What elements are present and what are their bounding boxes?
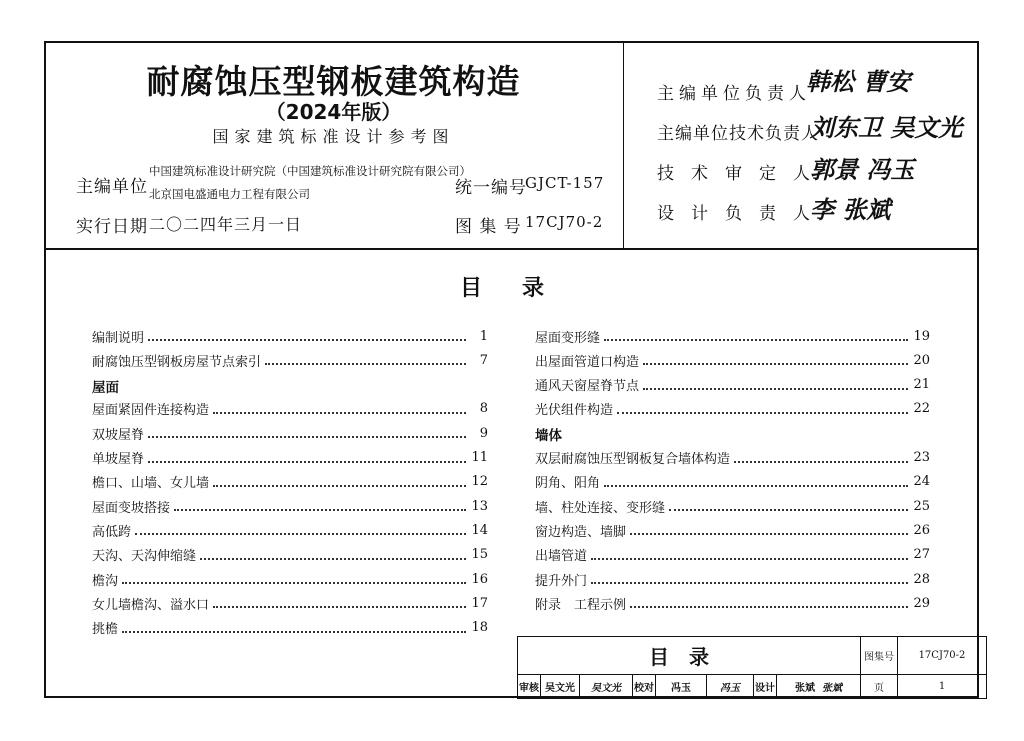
toc-leader-dots — [148, 453, 466, 463]
toc-entry-title: 屋面紧固件连接构造 — [92, 403, 210, 419]
toc-entry-title: 光伏组件构造 — [535, 403, 614, 419]
toc-entry[interactable] — [92, 569, 488, 589]
toc-entry-title: 编制说明 — [92, 330, 145, 346]
toc-entry-title: 天沟、天沟伸缩缝 — [92, 549, 197, 565]
toc-leader-dots — [617, 404, 908, 414]
toc-entry[interactable] — [535, 399, 930, 419]
toc-section-heading: 屋面 — [92, 379, 119, 396]
toc-leader-dots — [643, 355, 908, 365]
review-name: 吴文光 — [541, 675, 580, 699]
toc-entry[interactable] — [535, 520, 930, 540]
unified-no: GJCT-157 — [525, 174, 605, 192]
toc-leader-dots — [604, 477, 908, 487]
chief-unit-2: 北京国电盛通电力工程有限公司 — [149, 187, 310, 201]
toc-entry-title: 屋面变坡搭接 — [92, 500, 171, 516]
signature-1: 韩松 曹安 — [806, 67, 911, 96]
title-block-name: 目录 — [518, 637, 861, 675]
review-signature: 吴文光 — [580, 675, 633, 699]
toc-entry[interactable] — [92, 448, 488, 468]
toc-entry[interactable] — [92, 399, 488, 419]
toc-entry-title: 提升外门 — [535, 573, 588, 589]
toc-entry-title: 通风天窗屋脊节点 — [535, 379, 640, 395]
toc-entry-page: 27 — [913, 547, 930, 563]
toc-leader-dots — [122, 623, 466, 633]
toc-entry-title: 出墙管道 — [535, 549, 588, 565]
chief-unit-1: 中国建筑标准设计研究院（中国建筑标准设计研究院有限公司） — [149, 164, 471, 178]
toc-entry-title: 单坡屋脊 — [92, 452, 145, 467]
design-signature: 张斌 — [821, 683, 842, 694]
toc-entry-page: 21 — [913, 377, 930, 393]
toc-entry[interactable] — [535, 448, 930, 468]
toc-entry-page: 25 — [913, 498, 930, 514]
toc-entry[interactable] — [535, 375, 930, 395]
design-label: 设计 — [754, 675, 777, 699]
toc-leader-dots — [591, 574, 908, 584]
toc-entry-title: 檐口、山墙、女儿墙 — [92, 476, 210, 492]
title-block-atlas-no: 17CJ70-2 — [898, 637, 987, 675]
review-label: 审核 — [518, 675, 541, 699]
toc-entry-page: 28 — [913, 571, 930, 587]
signature-4: 李 张斌 — [810, 195, 891, 224]
toc-section-heading: 墙体 — [535, 428, 562, 445]
document-title: 耐腐蚀压型钢板建筑构造 — [146, 62, 521, 101]
toc-leader-dots — [200, 550, 466, 560]
signature-2: 刘东卫 吴文光 — [810, 113, 963, 142]
title-block — [517, 636, 987, 699]
effective-date: 二〇二四年三月一日 — [149, 215, 303, 234]
toc-entry-title: 挑檐 — [92, 622, 119, 638]
toc-entry[interactable] — [535, 326, 930, 346]
toc-entry[interactable] — [92, 496, 488, 516]
responsible-label-4: 设计负责人 — [657, 204, 827, 224]
page-label: 页 — [861, 675, 898, 699]
toc-entry-page: 26 — [913, 522, 930, 538]
page-number: 1 — [898, 675, 987, 699]
toc-entry[interactable] — [535, 593, 930, 613]
toc-leader-dots — [630, 525, 908, 535]
toc-leader-dots — [135, 525, 466, 535]
toc-entry[interactable] — [535, 350, 930, 370]
toc-leader-dots — [174, 501, 466, 511]
responsible-label-2: 主编单位技术负责人 — [657, 124, 819, 144]
toc-entry[interactable] — [92, 326, 488, 346]
toc-title: 目录 — [460, 276, 585, 301]
header-divider — [44, 248, 979, 250]
toc-entry-title: 屋面变形缝 — [535, 330, 601, 346]
toc-entry-page: 15 — [471, 547, 488, 563]
toc-leader-dots — [213, 598, 466, 608]
toc-entry-page: 20 — [913, 352, 930, 368]
toc-entry[interactable] — [92, 545, 488, 565]
toc-entry[interactable] — [92, 593, 488, 613]
toc-entry-title: 高低跨 — [92, 524, 132, 540]
atlas-no-label: 图 集 号 — [455, 217, 522, 237]
toc-entry-title: 出屋面管道口构造 — [535, 354, 640, 370]
toc-entry[interactable] — [92, 520, 488, 540]
toc-entry[interactable] — [92, 423, 488, 443]
date-label: 实行日期 — [76, 217, 148, 237]
toc-leader-dots — [213, 404, 466, 414]
design-name: 张斌 — [795, 683, 816, 694]
responsible-label-3: 技术审定人 — [657, 164, 827, 184]
check-signature: 冯玉 — [707, 675, 754, 699]
toc-leader-dots — [122, 574, 466, 584]
toc-entry-page: 23 — [913, 450, 930, 465]
toc-entry-page: 16 — [471, 571, 488, 587]
toc-entry[interactable] — [92, 618, 488, 638]
toc-entry-title: 附录 工程示例 — [535, 597, 627, 613]
responsible-label-1: 主编单位负责人 — [657, 84, 811, 104]
toc-entry-title: 女儿墙檐沟、溢水口 — [92, 597, 210, 613]
atlas-no: 17CJ70-2 — [525, 213, 604, 231]
signature-3: 郭景 冯玉 — [810, 155, 915, 184]
toc-leader-dots — [734, 453, 908, 463]
toc-leader-dots — [265, 355, 466, 365]
toc-entry-title: 阴角、阳角 — [535, 476, 601, 492]
edition-label: （2024年版） — [265, 100, 402, 124]
toc-entry-title: 双层耐腐蚀压型钢板复合墙体构造 — [535, 452, 731, 467]
unified-no-label: 统一编号 — [455, 178, 527, 198]
toc-entry-title: 墙、柱处连接、变形缝 — [535, 500, 666, 516]
toc-entry-page: 1 — [479, 328, 488, 344]
toc-leader-dots — [213, 477, 466, 487]
toc-entry-title: 檐沟 — [92, 573, 119, 589]
toc-leader-dots — [643, 380, 908, 390]
toc-entry-page: 13 — [471, 498, 488, 514]
toc-leader-dots — [591, 550, 908, 560]
design-name-and-signature — [777, 675, 861, 699]
title-block-atlas-label: 图集号 — [861, 637, 898, 675]
toc-entry[interactable] — [535, 545, 930, 565]
toc-entry-page: 18 — [471, 620, 488, 636]
toc-entry[interactable] — [92, 350, 488, 370]
toc-entry-page: 14 — [471, 522, 488, 538]
toc-entry-page: 8 — [479, 401, 488, 417]
toc-entry-page: 7 — [479, 352, 488, 368]
toc-entry-title: 耐腐蚀压型钢板房屋节点索引 — [92, 354, 262, 370]
toc-entry-title: 双坡屋脊 — [92, 427, 145, 443]
toc-entry-page: 29 — [913, 595, 930, 611]
toc-entry-page: 22 — [913, 401, 930, 417]
toc-entry-page: 19 — [913, 328, 930, 344]
toc-entry[interactable] — [535, 496, 930, 516]
check-label: 校对 — [633, 675, 656, 699]
toc-entry[interactable] — [535, 472, 930, 492]
toc-leader-dots — [604, 331, 908, 341]
toc-entry-page: 17 — [471, 595, 488, 611]
toc-leader-dots — [148, 428, 466, 438]
check-name: 冯玉 — [656, 675, 707, 699]
toc-leader-dots — [148, 331, 466, 341]
toc-entry[interactable] — [92, 472, 488, 492]
toc-entry-page: 11 — [471, 450, 488, 465]
header-vertical-divider — [623, 41, 624, 249]
chief-unit-label: 主编单位 — [76, 177, 148, 197]
toc-entry-page: 12 — [471, 474, 488, 490]
toc-leader-dots — [669, 501, 908, 511]
toc-entry[interactable] — [535, 569, 930, 589]
toc-entry-page: 24 — [913, 474, 930, 490]
toc-entry-title: 窗边构造、墙脚 — [535, 524, 627, 540]
toc-leader-dots — [630, 598, 908, 608]
toc-entry-page: 9 — [479, 425, 488, 441]
document-subtitle: 国家建筑标准设计参考图 — [212, 127, 455, 146]
